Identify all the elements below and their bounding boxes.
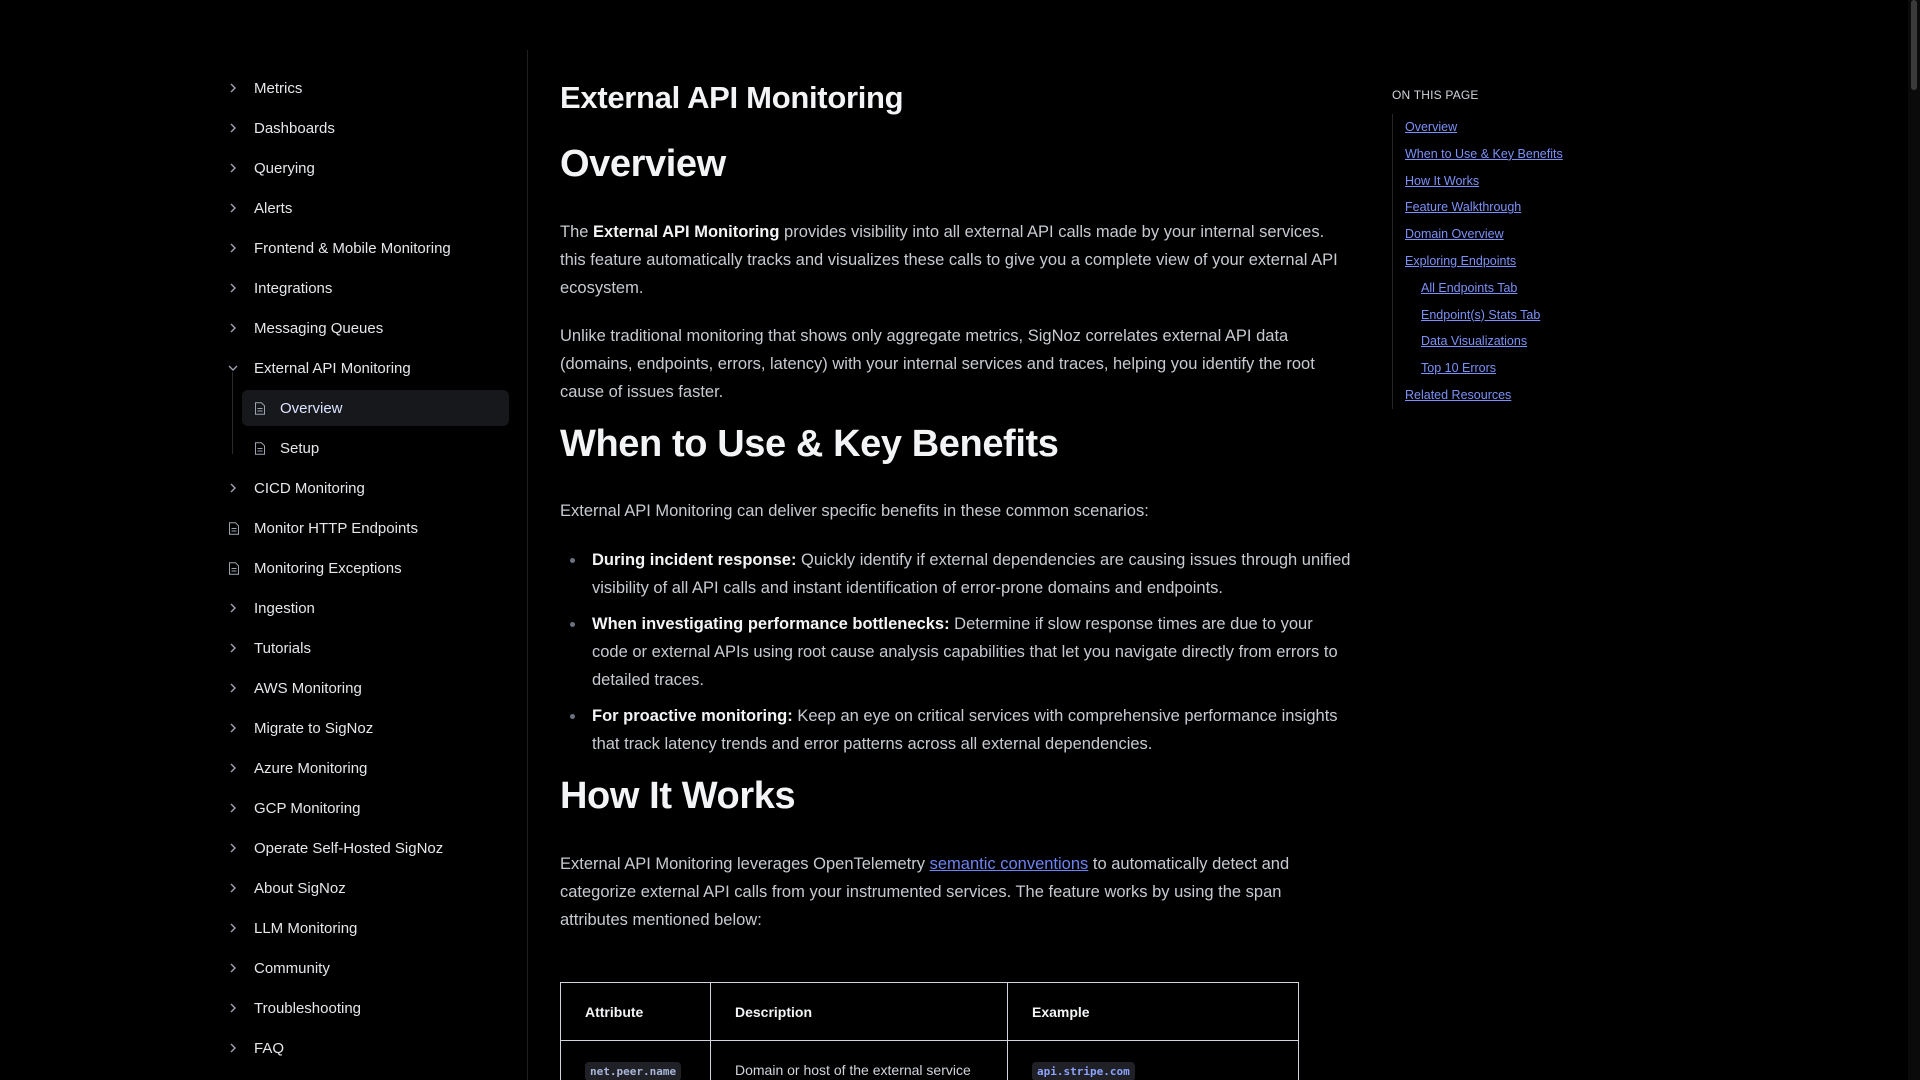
sidebar-item-gcp-monitoring[interactable]: [224, 790, 509, 826]
chevron-right-icon: [224, 123, 254, 133]
toc-link-exploring-endpoints[interactable]: Exploring Endpoints: [1405, 253, 1517, 268]
submenu-rail: [232, 372, 233, 454]
sidebar-item-label: Migrate to SigNoz: [254, 719, 374, 737]
sidebar-item-external-api-monitoring[interactable]: [224, 350, 509, 386]
chevron-right-icon: [224, 643, 254, 653]
sidebar-item-cicd-monitoring[interactable]: [224, 470, 509, 506]
chevron-right-icon: [224, 723, 254, 733]
chevron-right-icon: [224, 843, 254, 853]
toc-link-all-endpoints-tab[interactable]: All Endpoints Tab: [1421, 280, 1518, 295]
chevron-right-icon: [224, 683, 254, 693]
attributes-table: [560, 982, 1299, 1080]
chevron-right-icon: [224, 83, 254, 93]
example-code: api.stripe.com: [1032, 1062, 1135, 1080]
chevron-right-icon: [224, 203, 254, 213]
bold-text: When investigating performance bottlenecks:: [592, 615, 950, 633]
chevron-right-icon: [224, 483, 254, 493]
chevron-right-icon: [224, 1043, 254, 1053]
sidebar-item-label: GCP Monitoring: [254, 799, 361, 817]
sidebar-item-label: AWS Monitoring: [254, 679, 362, 697]
bold-text: During incident response:: [592, 551, 797, 569]
text: to automatically detect and categorize external API calls from your instrumented services. The feature works by using the span attributes mentioned below:: [560, 855, 1290, 929]
overview-paragraph-2: Unlike traditional monitoring that shows only aggregate metrics, SigNoz correlates external API data (domains, endpoints, errors, latency) with your internal services and traces, helping you identify the root cause of issues faster.: [560, 327, 1315, 401]
chevron-right-icon: [224, 803, 254, 813]
table-header-row: [561, 983, 1299, 1041]
sidebar-item-monitor-http-endpoints[interactable]: [224, 510, 509, 546]
sidebar-item-ingestion[interactable]: [224, 590, 509, 626]
toc-link-related-resources[interactable]: Related Resources: [1405, 387, 1512, 402]
text: External API Monitoring leverages OpenTelemetry: [560, 855, 930, 873]
toc-link-domain-overview[interactable]: Domain Overview: [1405, 227, 1504, 242]
sidebar-item-integrations[interactable]: [224, 270, 509, 306]
sidebar-item-about-signoz[interactable]: [224, 870, 509, 906]
sidebar-item-label: Querying: [254, 159, 315, 177]
toc-link-endpoint-stats-tab[interactable]: Endpoint(s) Stats Tab: [1421, 307, 1541, 322]
sidebar-item-faq[interactable]: [224, 1030, 509, 1066]
text: The: [560, 223, 594, 241]
how-paragraph: [560, 850, 1352, 934]
toc-link-feature-walkthrough[interactable]: Feature Walkthrough: [1405, 200, 1522, 215]
heading-how-it-works: How It Works: [560, 775, 796, 817]
chevron-right-icon: [224, 1003, 254, 1013]
column-header-attribute: Attribute: [561, 983, 711, 1041]
chevron-right-icon: [224, 963, 254, 973]
chevron-right-icon: [224, 163, 254, 173]
sidebar-item-operate-self-hosted[interactable]: [224, 830, 509, 866]
document-icon: [242, 402, 270, 415]
sidebar-item-messaging-queues[interactable]: [224, 310, 509, 346]
cell-attribute: [561, 1041, 711, 1080]
sidebar-item-label: Operate Self-Hosted SigNoz: [254, 839, 444, 857]
sidebar-item-label: Frontend & Mobile Monitoring: [254, 239, 451, 257]
toc-link-when-to-use[interactable]: When to Use & Key Benefits: [1405, 146, 1563, 161]
page-title: External API Monitoring: [560, 80, 904, 115]
sidebar-item-metrics[interactable]: [224, 70, 509, 106]
benefits-list: [560, 546, 1352, 766]
text: provides visibility into all external API calls made by your internal services. this feature automatically tracks and visualizes these calls to give you a complete view of your external API ecosystem.: [560, 223, 1338, 297]
sidebar-item-label: Ingestion: [254, 599, 315, 617]
semantic-conventions-link[interactable]: semantic conventions: [929, 855, 1089, 873]
sidebar-item-label: External API Monitoring: [254, 359, 411, 377]
chevron-right-icon: [224, 603, 254, 613]
text: Quickly identify if external dependencies are causing issues through unified visibility of all API calls and instant identification of error-prone domains and endpoints.: [592, 551, 1351, 597]
chevron-right-icon: [224, 883, 254, 893]
sidebar-item-llm-monitoring[interactable]: [224, 910, 509, 946]
text: Determine if slow response times are due to your code or external APIs using root cause analysis capabilities that let you navigate directly from errors to detailed traces.: [592, 615, 1338, 689]
page-scrollbar[interactable]: [1908, 0, 1920, 1080]
cell-example: [1008, 1041, 1299, 1080]
chevron-right-icon: [224, 763, 254, 773]
sidebar-item-monitoring-exceptions[interactable]: [224, 550, 509, 586]
sidebar-divider: [527, 50, 528, 1080]
sidebar-subitem-setup[interactable]: [242, 430, 509, 466]
bold-text: For proactive monitoring:: [592, 707, 793, 725]
cell-description: Domain or host of the external service: [711, 1041, 1008, 1080]
sidebar-subitem-overview[interactable]: [242, 390, 509, 426]
sidebar-item-label: Integrations: [254, 279, 333, 297]
sidebar-item-querying[interactable]: [224, 150, 509, 186]
document-icon: [224, 522, 254, 535]
sidebar-item-label: Community: [254, 959, 330, 977]
column-header-example: Example: [1008, 983, 1299, 1041]
sidebar-item-label: Azure Monitoring: [254, 759, 368, 777]
sidebar-item-label: LLM Monitoring: [254, 919, 358, 937]
sidebar-item-azure-monitoring[interactable]: [224, 750, 509, 786]
heading-overview: Overview: [560, 143, 726, 185]
list-item: [560, 546, 1352, 602]
sidebar-item-label: Metrics: [254, 79, 303, 97]
scrollbar-thumb[interactable]: [1911, 0, 1917, 90]
chevron-right-icon: [224, 243, 254, 253]
sidebar-item-label: About SigNoz: [254, 879, 346, 897]
toc-title: ON THIS PAGE: [1392, 88, 1479, 102]
toc-link-overview[interactable]: Overview: [1405, 120, 1458, 134]
on-this-page-toc: [1392, 88, 1652, 409]
benefits-intro: External API Monitoring can deliver specific benefits in these common scenarios:: [560, 502, 1149, 520]
document-icon: [242, 442, 270, 455]
sidebar-item-alerts[interactable]: [224, 190, 509, 226]
toc-link-top-10-errors[interactable]: Top 10 Errors: [1421, 361, 1497, 376]
table-row: [561, 1041, 1299, 1080]
toc-link-data-visualizations[interactable]: Data Visualizations: [1421, 334, 1528, 349]
sidebar-item-label: CICD Monitoring: [254, 479, 365, 497]
sidebar-item-label: Tutorials: [254, 639, 311, 657]
sidebar-item-migrate-to-signoz[interactable]: [224, 710, 509, 746]
sidebar-item-aws-monitoring[interactable]: [224, 670, 509, 706]
chevron-right-icon: [224, 323, 254, 333]
chevron-down-icon: [224, 363, 254, 373]
chevron-right-icon: [224, 283, 254, 293]
sidebar-subitem-label: Setup: [280, 439, 320, 457]
sidebar-item-label: Troubleshooting: [254, 999, 362, 1017]
list-item: [560, 610, 1352, 694]
overview-paragraph-1: [560, 218, 1352, 302]
toc-list: [1392, 114, 1652, 409]
sidebar-item-label: Dashboards: [254, 119, 335, 137]
chevron-right-icon: [224, 923, 254, 933]
sidebar-item-dashboards[interactable]: [224, 110, 509, 146]
sidebar-item-label: FAQ: [254, 1039, 285, 1057]
toc-link-how-it-works[interactable]: How It Works: [1405, 173, 1480, 188]
bold-text: External API Monitoring: [593, 223, 780, 241]
docs-sidebar: [224, 50, 528, 1080]
sidebar-item-frontend-mobile[interactable]: [224, 230, 509, 266]
sidebar-item-label: Messaging Queues: [254, 319, 384, 337]
document-icon: [224, 562, 254, 575]
column-header-description: Description: [711, 983, 1008, 1041]
sidebar-item-troubleshooting[interactable]: [224, 990, 509, 1026]
text: Keep an eye on critical services with comprehensive performance insights that track latency trends and error patterns across all external dependencies.: [592, 707, 1338, 753]
sidebar-item-community[interactable]: [224, 950, 509, 986]
list-item: [560, 702, 1352, 758]
attribute-code: net.peer.name: [585, 1062, 681, 1080]
heading-when-to-use: When to Use & Key Benefits: [560, 423, 1059, 465]
sidebar-item-label: Alerts: [254, 199, 293, 217]
sidebar-subitem-label: Overview: [280, 399, 343, 417]
sidebar-item-tutorials[interactable]: [224, 630, 509, 666]
sidebar-item-label: Monitor HTTP Endpoints: [254, 519, 418, 537]
sidebar-item-label: Monitoring Exceptions: [254, 559, 402, 577]
